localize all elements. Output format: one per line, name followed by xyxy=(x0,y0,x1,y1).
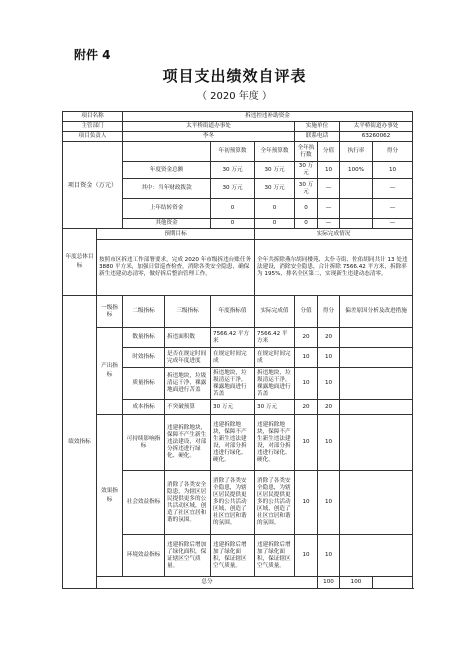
score: 10 xyxy=(318,415,340,471)
deviation xyxy=(340,348,413,368)
target-value: 30 万元 xyxy=(211,400,255,415)
score: 10 xyxy=(318,348,340,368)
funds-header: 全年预算数 xyxy=(255,142,295,162)
level3: 是否在规定时间完成年度进度 xyxy=(165,348,211,368)
actual-value: 违建拆除后增加了绿化面积，保证辖区空气质量。 xyxy=(255,535,295,577)
funds-row-label: 其他资金 xyxy=(123,219,211,229)
actual-value: 在规定时间完成 xyxy=(255,348,295,368)
dept: 太平桥街道办事处 xyxy=(123,122,295,132)
funds-cell xyxy=(340,219,373,229)
target-value: 拆违地块，垃圾清运干净，裸露地面进行苫盖 xyxy=(211,368,255,400)
level2: 时效指标 xyxy=(123,348,165,368)
funds-header: 年初预算数 xyxy=(211,142,255,162)
funds-cell: 30 万元 xyxy=(255,162,295,179)
funds-cell: 30 万元 xyxy=(211,162,255,179)
total-score: 100 xyxy=(340,577,373,589)
funds-cell xyxy=(340,199,373,219)
value: 10 xyxy=(295,471,318,535)
level2: 成本指标 xyxy=(123,400,165,415)
funds-header: 执行率 xyxy=(340,142,373,162)
level2: 社会效益指标 xyxy=(123,471,165,535)
ind-header: 二级指标 xyxy=(123,296,165,328)
actual-goal-text: 全年共拆除燕尔胡同楼苑、太仆寺街、佐佑胡同共计 13 处违法建设，消除安全隐患，合计拆除 7566.42 平方米，拆除率为 195%，排名全区第二，实现新生违建动态清零。 xyxy=(255,240,413,296)
ind-header: 分值 xyxy=(295,296,318,328)
dept-label: 主管部门 xyxy=(63,122,123,132)
expected-goal-text: 按照市区拆违工作部署要求，完成 2020 年市级拆违台账任务 3880 平方米，加强日常巡查检查，消除各类安全隐患，确保新生违建动态清零，做好拆后整治管理工作。 xyxy=(97,240,255,296)
ind-header: 得分 xyxy=(318,296,340,328)
impl: 太平桥街道办事处 xyxy=(340,122,413,132)
ind-header: 实际完成值 xyxy=(255,296,295,328)
level3: 违建拆除后增加了绿化面积，保证辖区空气质量。 xyxy=(165,535,211,577)
phone-label: 联系电话 xyxy=(295,132,340,142)
actual-goal-header: 实际完成情况 xyxy=(255,229,413,240)
target-value: 在规定时间完成 xyxy=(211,348,255,368)
funds-cell: 30 万元 xyxy=(295,179,318,199)
ind-header: 一级指标 xyxy=(97,296,123,328)
funds-cell: 100% xyxy=(340,162,373,179)
manager-label: 项目负责人 xyxy=(63,132,123,142)
funds-cell: 30 万元 xyxy=(295,162,318,179)
level2: 环境效益指标 xyxy=(123,535,165,577)
funds-cell: 10 xyxy=(318,162,340,179)
funds-cell: 0 xyxy=(211,199,255,219)
funds-label: 项目资金（万元） xyxy=(63,142,123,229)
funds-cell: — xyxy=(318,179,340,199)
level2: 质量指标 xyxy=(123,368,165,400)
level1-effect: 效果指标 xyxy=(97,415,123,577)
funds-cell: 0 xyxy=(255,219,295,229)
funds-row-label: 其中：当年财政拨款 xyxy=(123,179,211,199)
expected-goal-header: 预期目标 xyxy=(97,229,255,240)
level3: 拆违地块，垃圾清运干净，裸露地面进行苫盖 xyxy=(165,368,211,400)
actual-value: 30 万元 xyxy=(255,400,295,415)
funds-cell: 0 xyxy=(295,219,318,229)
score: 20 xyxy=(318,328,340,348)
deviation xyxy=(340,368,413,400)
attachment-label: 附件 4 xyxy=(74,48,111,62)
value: 20 xyxy=(295,328,318,348)
target-value: 7566.42 平方米 xyxy=(211,328,255,348)
level3: 拆违面积数 xyxy=(165,328,211,348)
level3: 不突破预算 xyxy=(165,400,211,415)
ind-header: 三级指标 xyxy=(165,296,211,328)
total-value: 100 xyxy=(318,577,340,589)
funds-cell: 0 xyxy=(211,219,255,229)
value: 10 xyxy=(295,415,318,471)
actual-value: 拆违地块，垃圾清运干净，裸露地面进行苫盖 xyxy=(255,368,295,400)
page-title: 项目支出绩效自评表 xyxy=(162,67,307,85)
funds-cell: — xyxy=(373,199,413,219)
funds-cell: 0 xyxy=(295,199,318,219)
score: 10 xyxy=(318,535,340,577)
actual-value: 违建拆除地块，保障不产生新生违法建设，对部分拆违进行绿化、硬化。 xyxy=(255,415,295,471)
level3: 违建拆除地块，保障不产生新生违法建设，对部分拆违进行绿化、硬化。 xyxy=(165,415,211,471)
funds-cell: 30 万元 xyxy=(255,179,295,199)
level2: 数量指标 xyxy=(123,328,165,348)
funds-header: 分值 xyxy=(318,142,340,162)
ind-header: 年度指标值 xyxy=(211,296,255,328)
total-deviation xyxy=(373,577,413,589)
funds-header: 全年执行数 xyxy=(295,142,318,162)
ind-header: 偏差原因分析及改进措施 xyxy=(340,296,413,328)
actual-value: 消除了各类安全隐患，为辖区居民提供更多的公共活动区域，创造了社区宜居和谐的氛围。 xyxy=(255,471,295,535)
target-value: 违建拆除后增加了绿化面积，保证辖区空气质量。 xyxy=(211,535,255,577)
project-name-label: 项目名称 xyxy=(63,112,123,122)
value: 10 xyxy=(295,368,318,400)
deviation xyxy=(340,535,413,577)
target-value: 消除了各类安全隐患，为辖区居民提供更多的公共活动区域，创造了社区宜居和谐的氛围。 xyxy=(211,471,255,535)
total-label: 总分 xyxy=(97,577,318,589)
funds-cell: — xyxy=(318,219,340,229)
score: 10 xyxy=(318,471,340,535)
funds-cell: 10 xyxy=(373,162,413,179)
value: 10 xyxy=(295,348,318,368)
funds-header: 得分 xyxy=(373,142,413,162)
deviation xyxy=(340,415,413,471)
level3: 消除了各类安全隐患，为辖区居民提供更多的公共活动区域，创造了社区宜居和谐的氛围。 xyxy=(165,471,211,535)
goals-label: 年度总体目标 xyxy=(63,229,97,296)
funds-cell: 30 万元 xyxy=(211,179,255,199)
manager: 李冬 xyxy=(123,132,295,142)
funds-row-label: 年度资金总额 xyxy=(123,162,211,179)
score: 10 xyxy=(318,368,340,400)
funds-cell: — xyxy=(373,179,413,199)
evaluation-table xyxy=(62,111,413,589)
level1-output: 产出指标 xyxy=(97,328,123,415)
funds-cell: — xyxy=(318,199,340,219)
funds-row-label: 上年结转资金 xyxy=(123,199,211,219)
actual-value: 7566.42 平方米 xyxy=(255,328,295,348)
level2: 可持续影响指标 xyxy=(123,415,165,471)
deviation xyxy=(340,400,413,415)
deviation xyxy=(340,471,413,535)
phone: 63260062 xyxy=(340,132,413,142)
impl-label: 实施单位 xyxy=(295,122,340,132)
project-name: 拆违控违补助资金 xyxy=(123,112,413,122)
indicators-label: 绩效指标 xyxy=(63,296,97,589)
value: 20 xyxy=(295,400,318,415)
funds-header-blank xyxy=(123,142,211,162)
deviation xyxy=(340,328,413,348)
funds-cell: — xyxy=(373,219,413,229)
report-year: （ 2020 年度 ） xyxy=(197,91,272,102)
value: 10 xyxy=(295,535,318,577)
target-value: 违建拆除地块，保障不产生新生违法建设，对部分拆违进行绿化、硬化。 xyxy=(211,415,255,471)
funds-cell xyxy=(340,179,373,199)
score: 20 xyxy=(318,400,340,415)
funds-cell: 0 xyxy=(255,199,295,219)
